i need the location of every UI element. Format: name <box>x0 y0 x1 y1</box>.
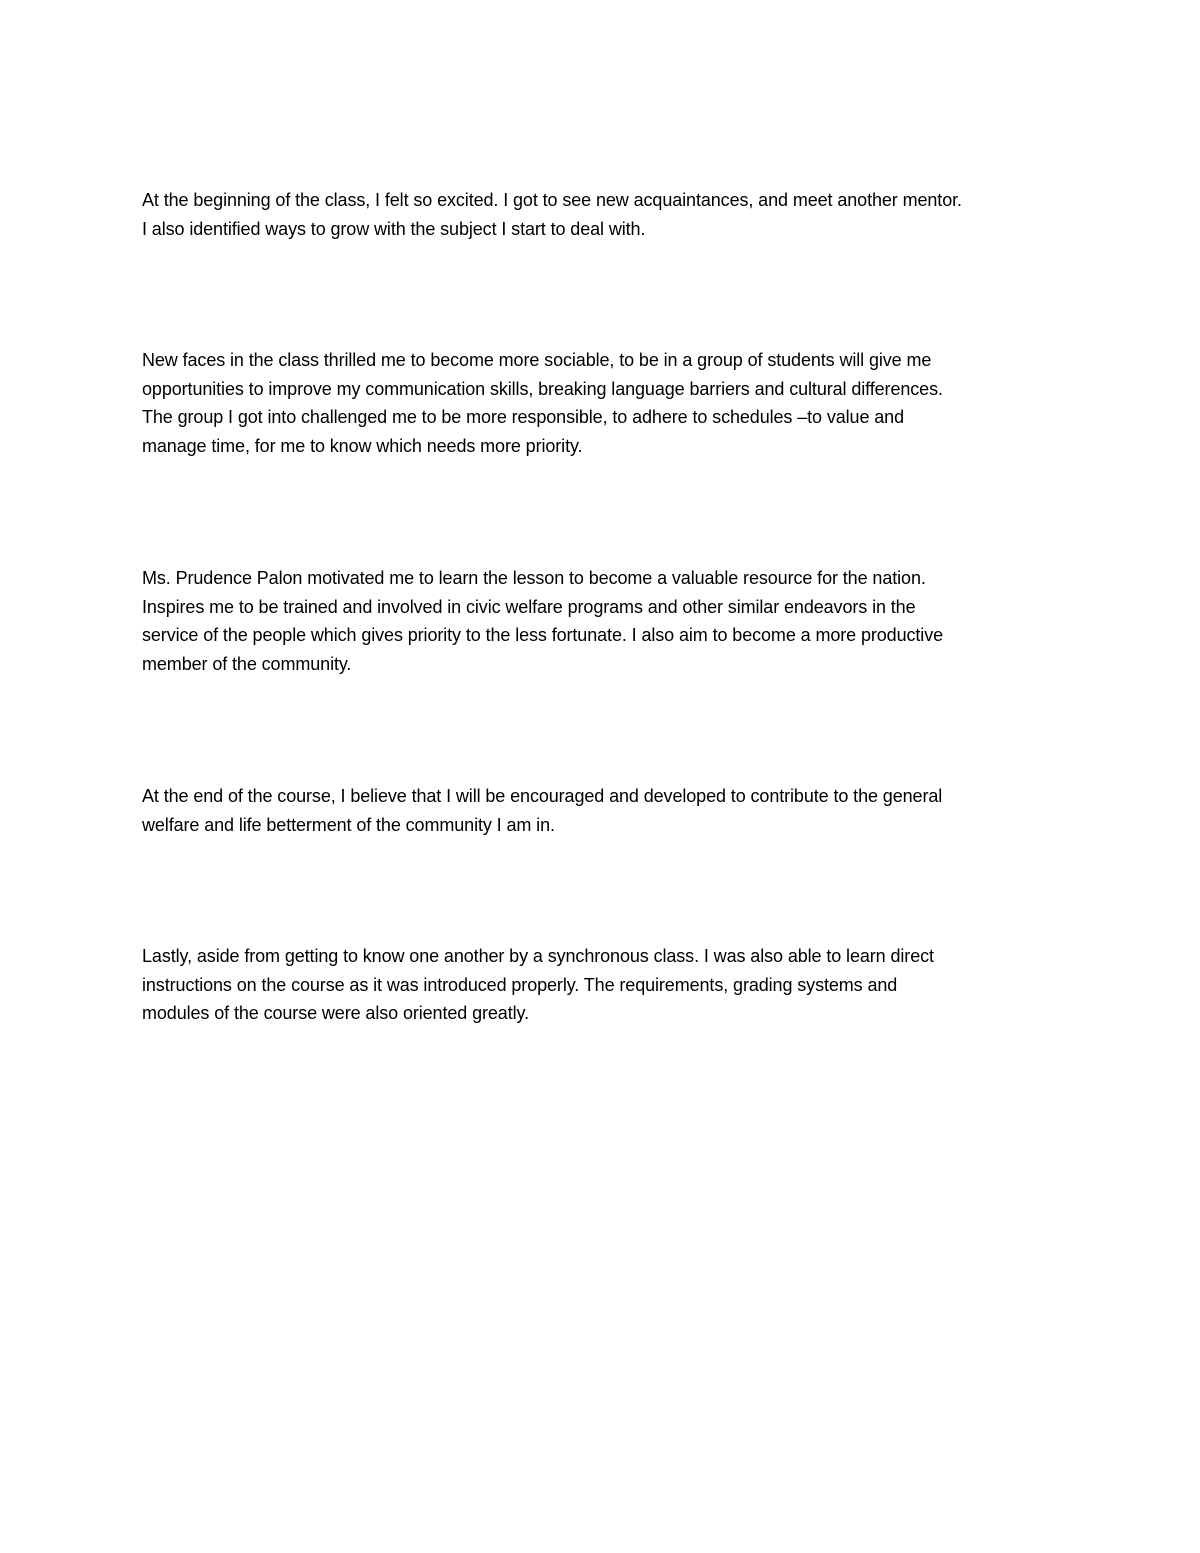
paragraph-line: Lastly, aside from getting to know one another by a synchronous class. I was also able to learn direct <box>142 946 934 966</box>
paragraph-first-impressions <box>142 186 1072 243</box>
paragraph-line: modules of the course were also oriented greatly. <box>142 1003 529 1024</box>
paragraph-line: instructions on the course as it was introduced properly. The requirements, grading systems and <box>142 974 898 995</box>
paragraph-line: welfare and life betterment of the community I am in. <box>142 814 555 835</box>
paragraph-line: At the beginning of the class, I felt so excited. I got to see new acquaintances, and meet another mentor. <box>142 190 962 210</box>
paragraph-new-faces <box>142 346 1072 460</box>
paragraph-line: Inspires me to be trained and involved in civic welfare programs and other similar endeavors in the <box>142 596 916 617</box>
paragraph-line: At the end of the course, I believe that I will be encouraged and developed to contribute to the general <box>142 786 943 806</box>
paragraph-line: service of the people which gives priority to the less fortunate. I also aim to become a more productive <box>142 625 944 646</box>
paragraph-line: The group I got into challenged me to be more responsible, to adhere to schedules –to value and <box>142 407 905 428</box>
paragraph-line: I also identified ways to grow with the subject I start to deal with. <box>142 218 646 239</box>
paragraph-line: New faces in the class thrilled me to become more sociable, to be in a group of students will give me <box>142 350 932 370</box>
paragraph-lastly <box>142 942 1072 1028</box>
paragraph-line: member of the community. <box>142 653 352 674</box>
paragraph-line: manage time, for me to know which needs more priority. <box>142 435 583 456</box>
paragraph-line: Ms. Prudence Palon motivated me to learn the lesson to become a valuable resource for the nation. <box>142 568 926 588</box>
paragraph-mentor-motivation <box>142 564 1072 678</box>
paragraph-end-of-course <box>142 782 1072 839</box>
paragraph-line: opportunities to improve my communication skills, breaking language barriers and cultural differences. <box>142 378 943 399</box>
